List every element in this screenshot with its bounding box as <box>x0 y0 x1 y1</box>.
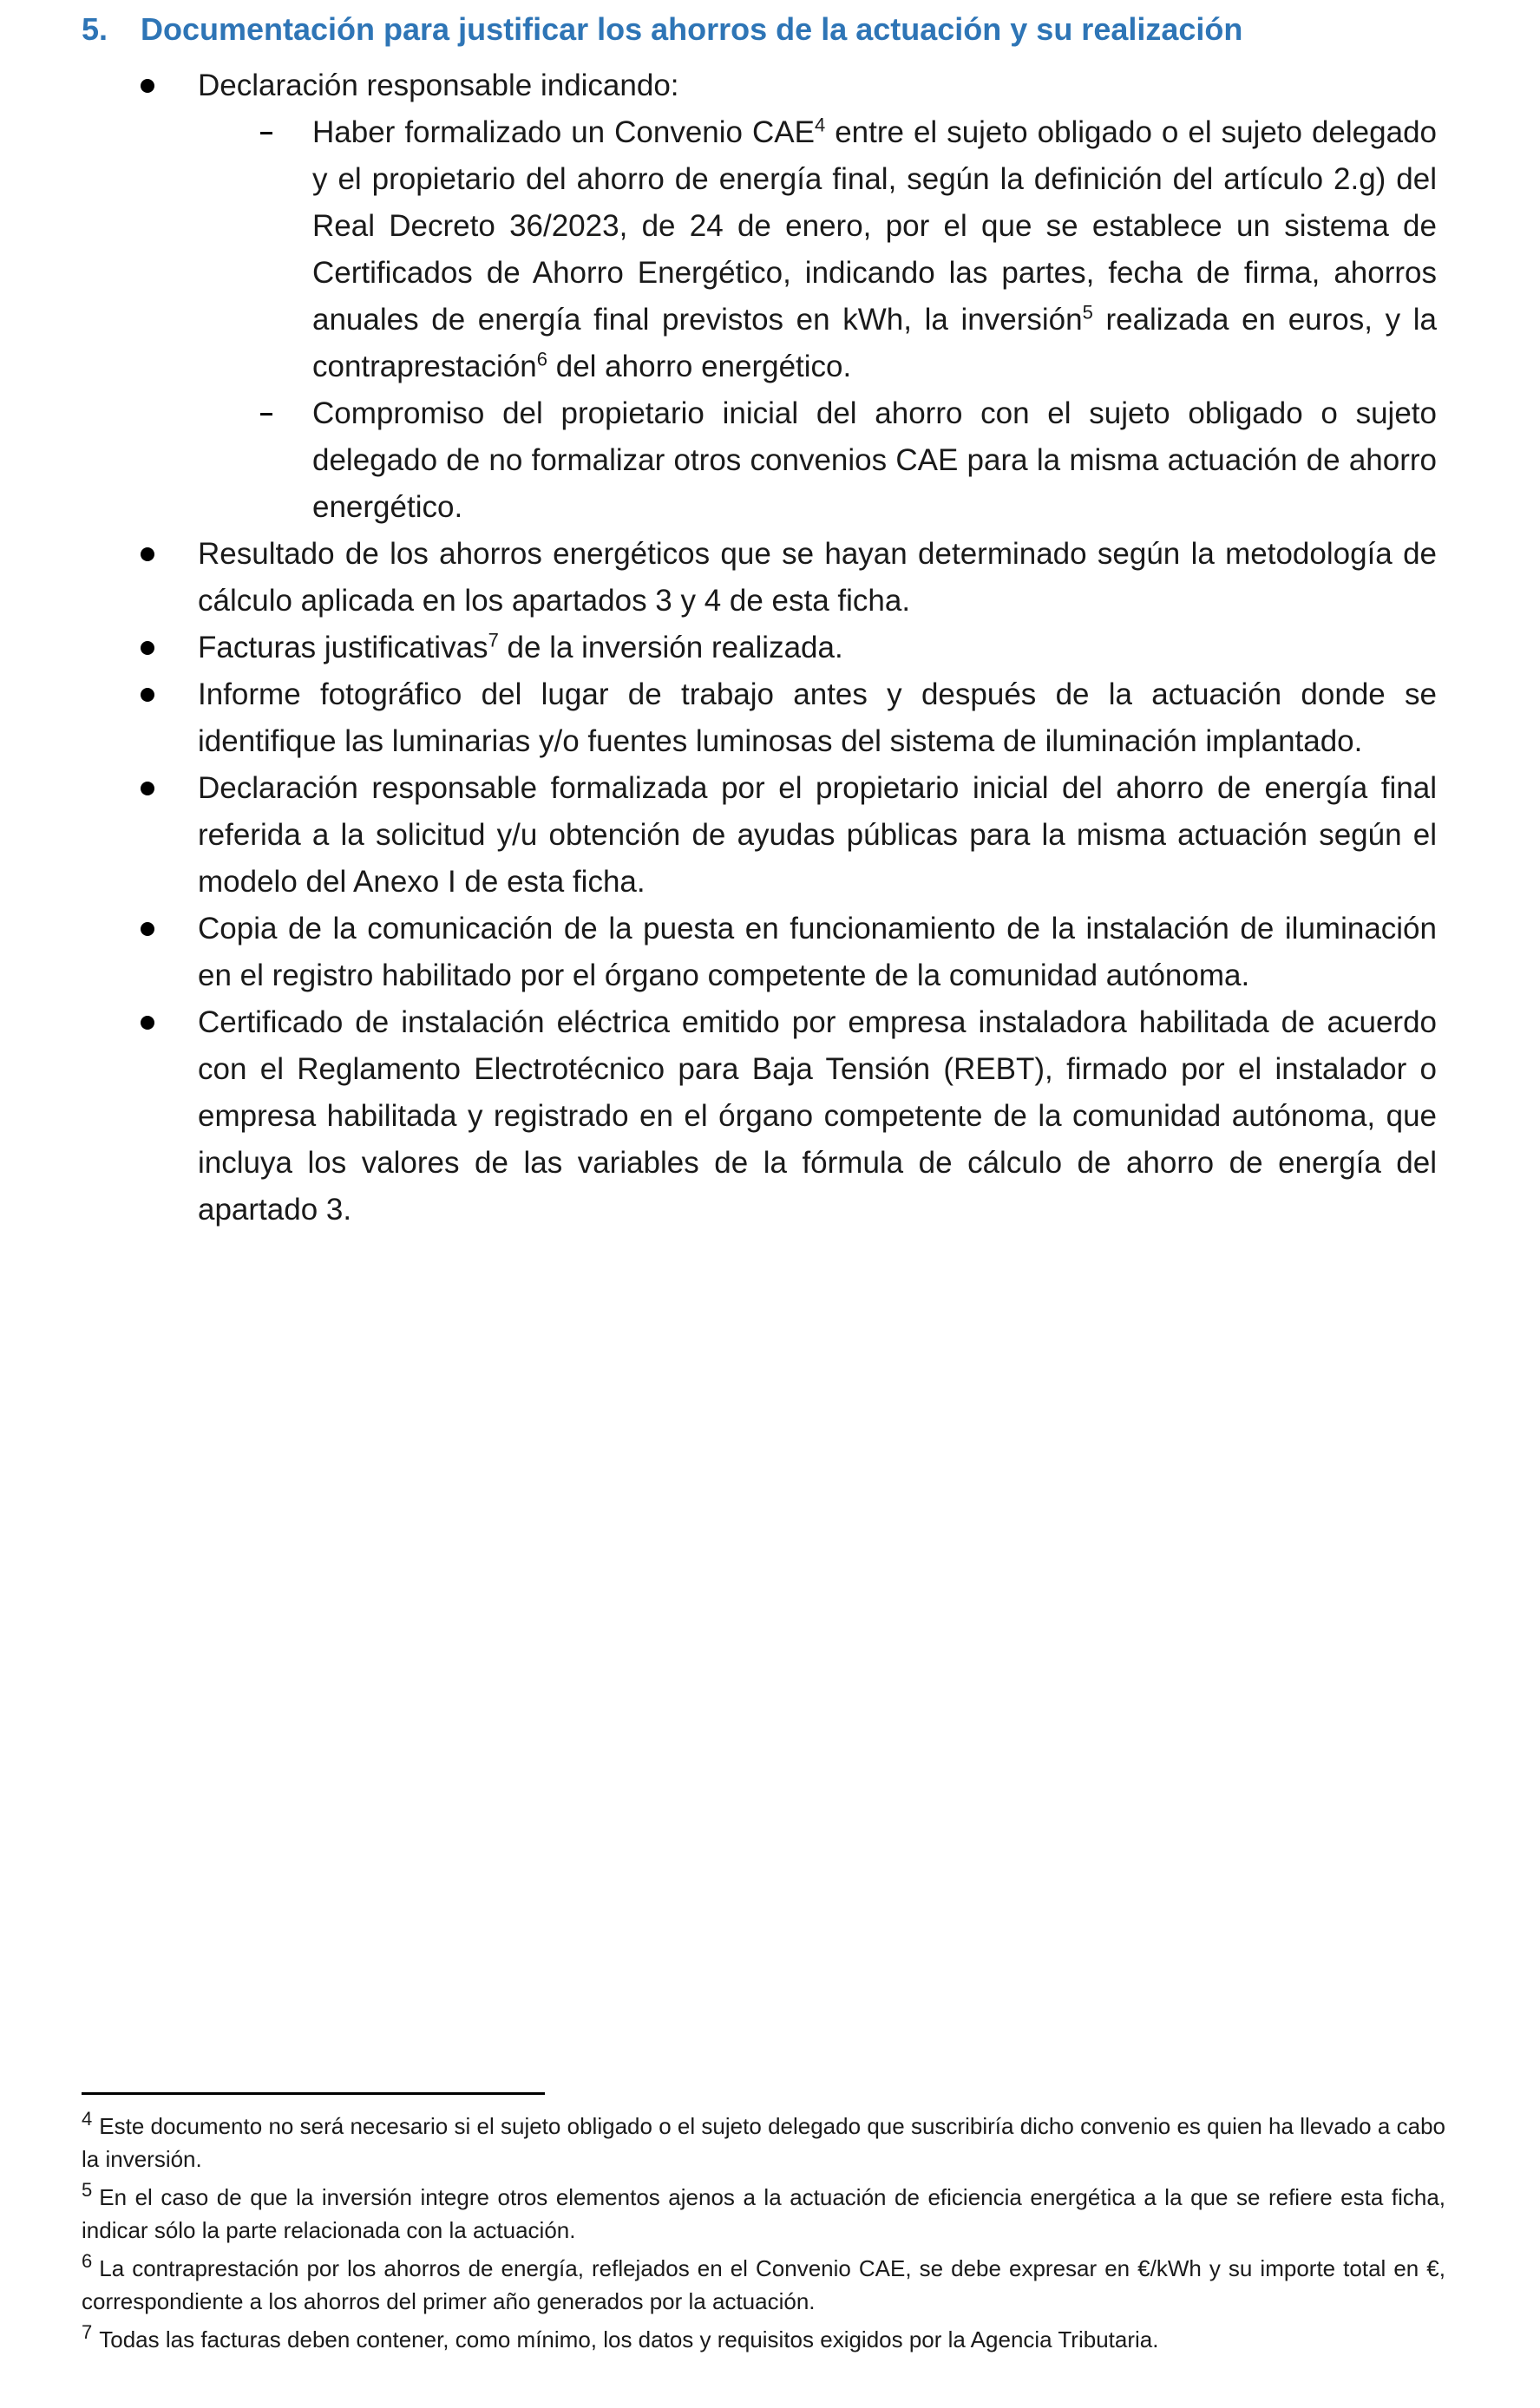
list-item-text: de la inversión realizada. <box>498 631 843 664</box>
dash-icon <box>260 413 272 416</box>
footnote-ref-7[interactable]: 7 <box>488 629 499 651</box>
bullet-icon <box>141 641 154 655</box>
sub-item-text: Compromiso del propietario inicial del ahorro con el sujeto obligado o sujeto delegado de no formalizar otros convenios CAE para la misma actuación de ahorro energético. <box>312 396 1437 524</box>
footnote-text: Todas las facturas deben contener, como mínimo, los datos y requisitos exigidos por la Agencia Tributaria. <box>99 2326 1159 2352</box>
footnote-5 <box>82 2181 1445 2247</box>
sub-item-convenio <box>0 109 1437 390</box>
section-number: 5. <box>82 11 108 47</box>
footnote-text: Este documento no será necesario si el sujeto obligado o el sujeto delegado que suscribiría dicho convenio es quien ha llevado a cabo la inversión. <box>82 2113 1445 2172</box>
footnotes <box>82 2110 1445 2361</box>
footnote-6 <box>82 2252 1445 2318</box>
list-item-text: Facturas justificativas <box>198 631 488 664</box>
footnote-text: La contraprestación por los ahorros de energía, reflejados en el Convenio CAE, se debe expresar en €/kWh y su importe total en €, correspondiente a los ahorros del primer año generados por la actuación. <box>82 2255 1445 2314</box>
bullet-icon <box>141 79 154 93</box>
footnote-ref-5[interactable]: 5 <box>1082 301 1093 324</box>
section-heading <box>82 7 1470 52</box>
list-item-copia <box>0 906 1437 999</box>
footnote-ref-6[interactable]: 6 <box>536 348 548 370</box>
sub-item-text: del ahorro energético. <box>547 350 852 383</box>
bullet-icon <box>141 688 154 702</box>
footnote-number: 5 <box>82 2179 93 2202</box>
section-title: Documentación para justificar los ahorros de la actuación y su realización <box>141 11 1243 47</box>
section-content <box>0 62 1540 1233</box>
footnote-4 <box>82 2110 1445 2176</box>
bullet-icon <box>141 922 154 936</box>
bullet-icon <box>141 547 154 561</box>
list-item-facturas <box>0 625 1437 671</box>
footnote-number: 6 <box>82 2250 93 2273</box>
footnote-7 <box>82 2323 1445 2356</box>
list-item-resultado <box>0 531 1437 625</box>
list-item-text: Declaración responsable formalizada por el propietario inicial del ahorro de energía final referida a la solicitud y/u obtención de ayudas públicas para la misma actuación según el modelo del Anexo I de esta ficha. <box>198 771 1437 899</box>
list-item-informe <box>0 671 1437 765</box>
footnote-number: 4 <box>82 2108 93 2130</box>
list-item-text: Informe fotográfico del lugar de trabajo antes y después de la actuación donde se identifique las luminarias y/o fuentes luminosas del sistema de iluminación implantado. <box>198 677 1437 758</box>
footnote-ref-4[interactable]: 4 <box>814 114 826 136</box>
bullet-icon <box>141 1016 154 1030</box>
footnote-number: 7 <box>82 2321 93 2344</box>
list-item-certificado <box>0 999 1437 1233</box>
bullet-icon <box>141 782 154 795</box>
footnote-separator <box>82 2092 545 2095</box>
list-item-text: Resultado de los ahorros energéticos que se hayan determinado según la metodología de cálculo aplicada en los apartados 3 y 4 de esta ficha. <box>198 537 1437 618</box>
sub-item-compromiso <box>0 390 1437 531</box>
list-item-text: Certificado de instalación eléctrica emitido por empresa instaladora habilitada de acuerdo con el Reglamento Electrotécnico para Baja Tensión (REBT), firmado por el instalador o empresa habilitada y registrado en el órgano competente de la comunidad autónoma, que incluya los valores de las variables de la fórmula de cálculo de ahorro de energía del apartado 3. <box>198 1005 1437 1227</box>
sub-item-text: realizada en euros, y la contraprestación <box>312 303 1437 383</box>
dash-icon <box>260 132 272 134</box>
list-item-declaracion-formalizada <box>0 765 1437 906</box>
list-item-declaracion <box>0 62 1437 109</box>
list-item-text: Declaración responsable indicando: <box>198 69 679 102</box>
list-item-text: Copia de la comunicación de la puesta en funcionamiento de la instalación de iluminación en el registro habilitado por el órgano competente de la comunidad autónoma. <box>198 912 1437 992</box>
sub-item-text: Haber formalizado un Convenio CAE <box>312 115 815 149</box>
footnote-text: En el caso de que la inversión integre otros elementos ajenos a la actuación de eficiencia energética a la que se refiere esta ficha, indicar sólo la parte relacionada con la actuación. <box>82 2184 1445 2243</box>
sub-item-text: entre el sujeto obligado o el sujeto delegado y el propietario del ahorro de energía final, según la definición del artículo 2.g) del Real Decreto 36/2023, de 24 de enero, por el que se establece un sistema de Certificados de Ahorro Energético, indicando las partes, fecha de firma, ahorros anuales de energía final previstos en kWh, la inversión <box>312 115 1437 337</box>
